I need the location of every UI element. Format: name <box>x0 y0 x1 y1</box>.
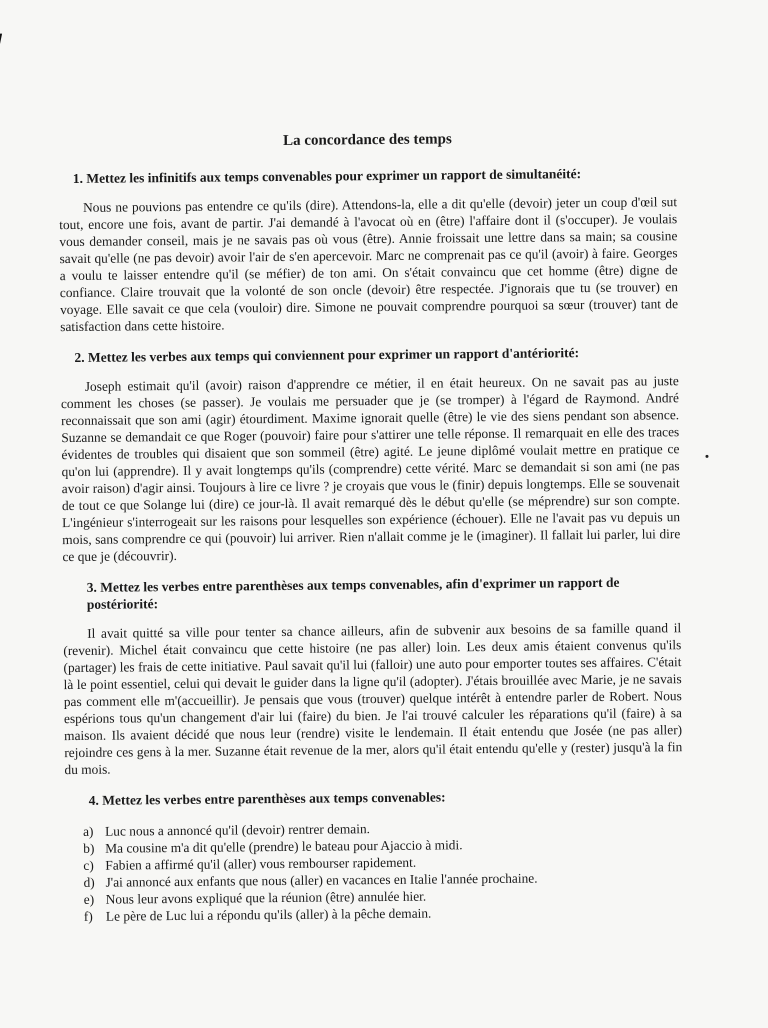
exercise-1-heading: 1. Mettez les infinitifs aux temps convenables pour exprimer un rapport de simultanéité: <box>72 166 582 186</box>
list-marker: d) <box>83 874 95 890</box>
page-title: La concordance des temps <box>282 131 452 149</box>
list-marker: c) <box>83 857 94 873</box>
list-item-text: Le père de Luc lui a répondu qu'ils (aller) à la pêche demain. <box>105 905 432 924</box>
list-item-text: Nous leur avons expliqué que la réunion (être) annulée hier. <box>105 888 427 907</box>
list-item-text: J'ai annoncé aux enfants que nous (aller) en vacances en Italie l'année prochaine. <box>105 870 538 890</box>
exercise-3 <box>63 573 683 778</box>
list-marker: a) <box>82 823 94 839</box>
exercise-4-list <box>83 817 684 925</box>
exercise-3-heading: 3. Mettez les verbes entre parenthèses aux temps convenables, afin d'exprimer un rapport de postériorité: <box>86 574 620 612</box>
exercise-2-text: Joseph estimait qu'il (avoir) raison d'apprendre ce métier, il en était heureux. On ne savait pas au juste comment les choses (se passer). Je voulais me persuader que je (se tromper) à l'égard de Raymond. André reconnaissait que son ami (agir) étourdiment. Maxime ignorait quelle (être) le vie des siens pendant son absence. Suzanne se demandait ce que Roger (pouvoir) faire pour s'attirer une telle réponse. Il remarquait en elle des traces évidentes de troubles qui disaient que son sommeil (être) agité. Le jeune diplômé voulait mettre en pratique ce qu'on lui (apprendre). Il y avait longtemps qu'ils (comprendre) cette vérité. Marc se demandait si son ami (ne pas avoir raison) d'agir ainsi. Toujours à lire ce livre ? je croyais que vous le (finir) depuis longtemps. Elle se souvenait de tout ce que Solange lui (dire) ce jour-là. Il avait remarqué dès le début qu'elle (se méprendre) sur son compte. L'ingénieur s'interrogeait sur les raisons pour lesquelles son expérience (échouer). Elle ne l'avait pas vu depuis un mois, sans comprendre ce qui (pouvoir) lui arriver. Rien n'allait comme je le (imaginer). Il fallait lui parler, lui dire ce que je (découvrir). <box>60 373 681 565</box>
list-item-text: Fabien a affirmé qu'il (aller) vous rembourser rapidement. <box>105 854 417 873</box>
list-item-text: Luc nous a annoncé qu'il (devoir) rentrer demain. <box>104 821 371 839</box>
scan-artifact <box>0 34 2 50</box>
list-marker: e) <box>83 891 95 907</box>
exercise-2-heading: 2. Mettez les verbes aux temps qui conviennent pour exprimer un rapport d'antériorité: <box>74 345 580 365</box>
exercise-3-text: Il avait quitté sa ville pour tenter sa chance ailleurs, afin de subvenir aux besoins de sa famille quand il (revenir). Michel était convaincu que cette histoire (ne pas aller) loin. Les deux amis étaient convenus qu'ils (partager) les frais de cette initiative. Paul savait qu'il lui (falloir) une auto pour emporter toutes ses affaires. C'était là le point essentiel, celui qui devait le guider dans la ligne qu'il (adopter). J'étais brouillée avec Marie, je ne savais pas comment elle m'(accueillir). Je pensais que vous (trouver) quelque intérêt à entendre parler de Robert. Nous espérions tous qu'un changement d'air lui (faire) du bien. Je l'ai trouvé calculer les réparations qu'il (faire) à sa maison. Ils avaient décidé que nous leur (rendre) visite le lendemain. Il était entendu que Josée (ne pas aller) rejoindre ces gens à la mer. Suzanne était revenue de la mer, alors qu'il était entendu qu'elle y (rester) jusqu'à la fin du mois. <box>63 620 683 778</box>
exercise-4 <box>65 786 684 925</box>
exercise-1-text: Nous ne pouvions pas entendre ce qu'ils (dire). Attendons-la, elle a dit qu'elle (devoir) jeter un coup d'œil sut tout, encore une fois, avant de partir. J'ai demandé à l'avocat où en (être) l'affaire dont il (s'occuper). Je voulais vous demander conseil, mais je ne savais pas où vous (être). Annie froissait une lettre dans sa main; sa cousine savait qu'elle (ne pas devoir) avoir l'air de s'en apercevoir. Marc ne comprenait pas ce qu'il (avoir) à faire. Georges a voulu te laisser entendre qu'il (se méfier) de ton ami. On s'était convaincu que cet homme (être) digne de confiance. Claire trouvait que la volonté de son oncle (devoir) être respectée. J'ignorais que tu (se trouver) en voyage. Elle savait ce que cela (vouloir) dire. Simone ne pouvait comprendre pourquoi sa sœur (trouver) tant de satisfaction dans cette histoire. <box>59 194 679 335</box>
exercise-1 <box>59 164 679 335</box>
list-marker: f) <box>83 908 93 924</box>
scan-speck <box>705 455 708 458</box>
list-marker: b) <box>83 840 95 856</box>
exercise-2 <box>60 343 680 565</box>
exercise-4-heading: 4. Mettez les verbes entre parenthèses aux temps convenables: <box>88 789 446 808</box>
list-item-text: Ma cousine m'a dit qu'elle (prendre) le bateau pour Ajaccio à midi. <box>105 837 463 856</box>
